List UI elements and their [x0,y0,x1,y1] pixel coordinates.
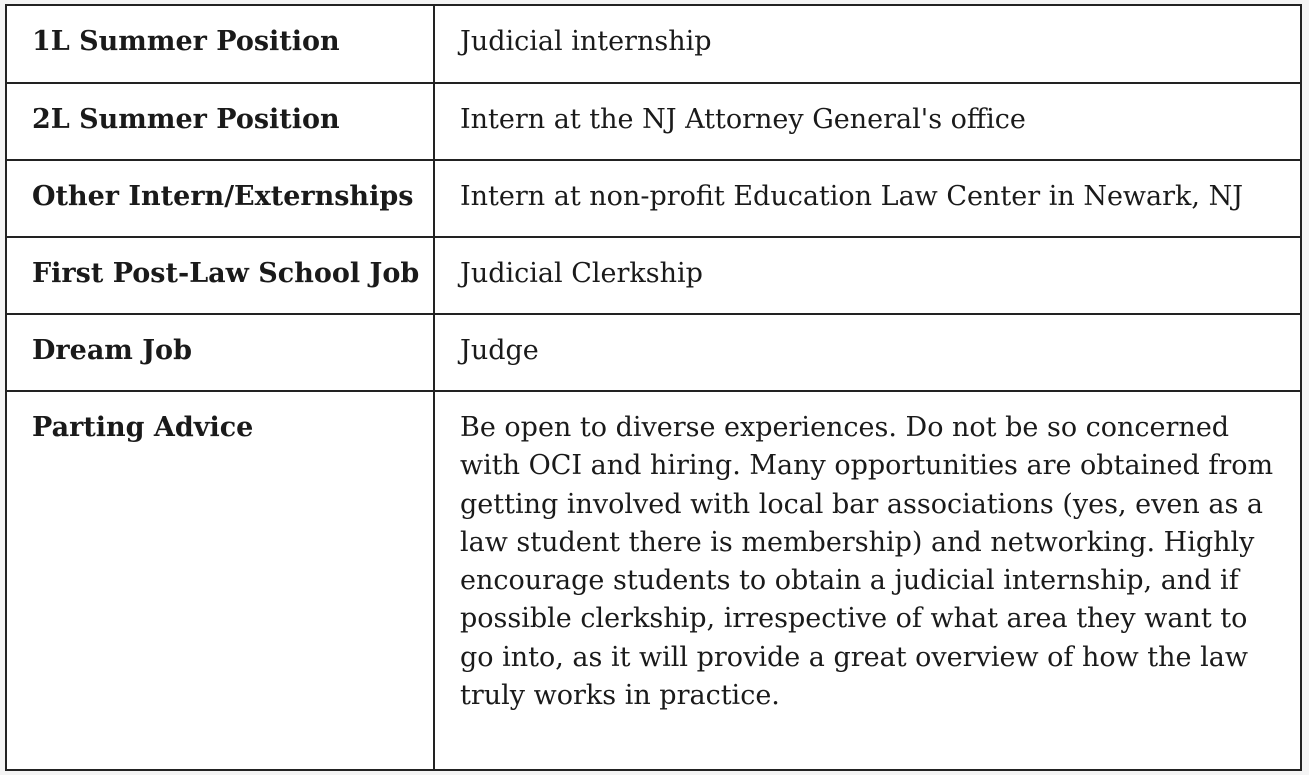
row-label: First Post-Law School Job [7,237,434,314]
row-label: Parting Advice [7,391,434,769]
parting-advice-text: Be open to diverse experiences. Do not be so concerned with OCI and hiring. Many opportunities are obtained from getting involved with local bar associations (yes, even as a law student there is membership) and networking. Highly encourage students to obtain a judicial internship, and if possible clerkship, irrespective of what area they want to go into, as it will provide a great overview of how the law truly works in practice. [434,391,1300,769]
table-row [7,83,1300,160]
row-label: Other Intern/Externships [7,160,434,237]
row-value: Judge [434,314,1300,391]
profile-table-frame [5,4,1302,771]
row-value: Judicial Clerkship [434,237,1300,314]
table-row [7,237,1300,314]
row-label: Dream Job [7,314,434,391]
table-row [7,314,1300,391]
row-value: Intern at non-profit Education Law Center in Newark, NJ [434,160,1300,237]
profile-table [7,6,1300,769]
table-row [7,160,1300,237]
row-label: 1L Summer Position [7,6,434,83]
row-value: Judicial internship [434,6,1300,83]
row-value: Intern at the NJ Attorney General's office [434,83,1300,160]
table-row [7,6,1300,83]
table-row [7,391,1300,769]
row-label: 2L Summer Position [7,83,434,160]
